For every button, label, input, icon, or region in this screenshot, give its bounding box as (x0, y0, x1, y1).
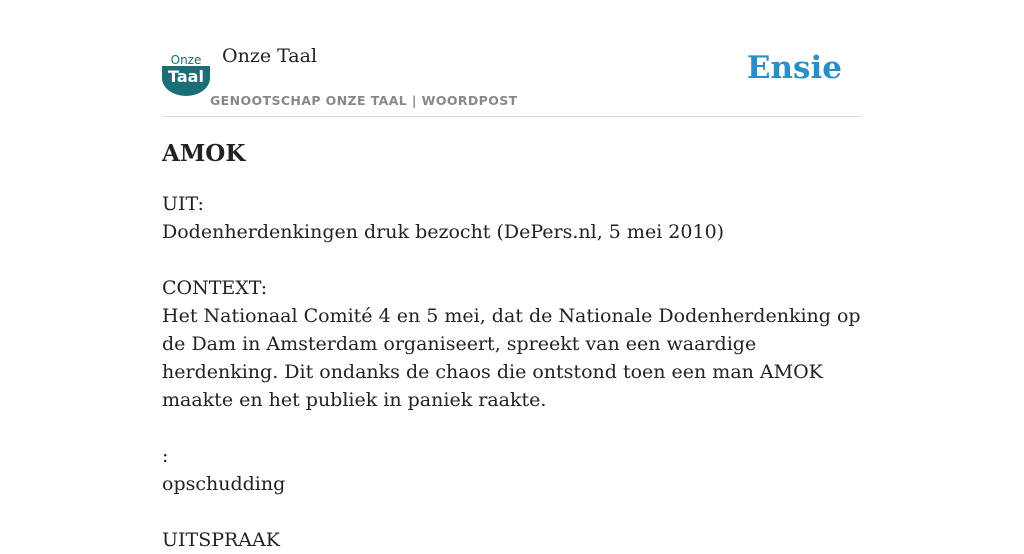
meaning-value: opschudding (162, 473, 286, 495)
page-title: AMOK (162, 140, 246, 167)
ensie-logo[interactable]: Ensie (746, 50, 842, 86)
brand-subtitle: GENOOTSCHAP ONZE TAAL | WOORDPOST (210, 93, 518, 108)
spacer (162, 414, 862, 442)
spacer (162, 498, 862, 526)
site-header (162, 40, 862, 117)
onze-taal-logo[interactable] (162, 54, 210, 96)
context-value: Het Nationaal Comité 4 en 5 mei, dat de Nationale Dodenherdenking op de Dam in Amsterdam organiseert, spreekt van een waardige herdenking. Dit ondanks de chaos die ontstond toen een man AMOK maakte en het publiek in paniek raakte. (162, 305, 867, 411)
uit-label: UIT: (162, 193, 204, 215)
entry-content (162, 138, 867, 554)
brand-title[interactable]: Onze Taal (222, 45, 318, 67)
logo-bottom-text: Taal (168, 67, 204, 86)
uit-value: Dodenherdenkingen druk bezocht (DePers.nl, 5 mei 2010) (162, 221, 725, 243)
meaning-label: : (162, 445, 169, 467)
context-label: CONTEXT: (162, 277, 268, 299)
spacer (162, 246, 862, 274)
logo-top-text: Onze (170, 54, 202, 67)
uitspraak-label: UITSPRAAK (162, 529, 280, 551)
